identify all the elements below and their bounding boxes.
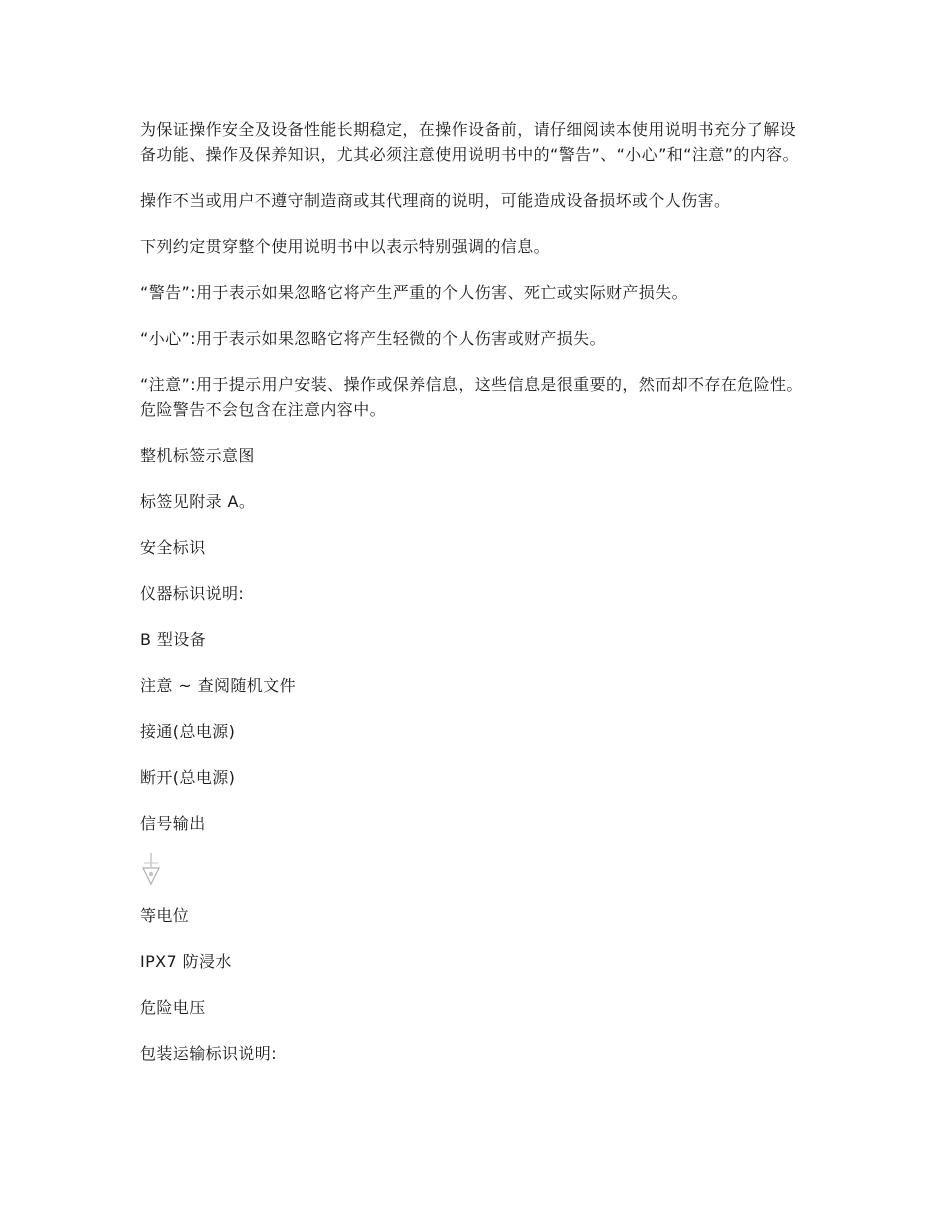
instrument-marks-heading: 仪器标识说明: (140, 584, 245, 603)
ipx7-item: IPX7 防浸水 (140, 952, 232, 971)
power-off-item: 断开(总电源) (140, 768, 236, 787)
caution-definition: “小心”:用于表示如果忽略它将产生轻微的个人伤害或财产损失。 (140, 329, 606, 348)
equipotential-item: 等电位 (140, 906, 190, 925)
dangerous-voltage-item: 危险电压 (140, 998, 206, 1017)
intro-paragraph: 为保证操作安全及设备性能长期稳定，在操作设备前，请仔细阅读本使用说明书充分了解设备功能、操作及保养知识，尤其必须注意使用说明书中的“警告”、“小心”和“注意”的内容。 (140, 120, 799, 164)
label-diagram-heading: 整机标签示意图 (140, 446, 255, 465)
misuse-warning-paragraph: 操作不当或用户不遵守制造商或其代理商的说明，可能造成设备损坏或个人伤害。 (140, 191, 731, 210)
signal-output-icon (140, 851, 164, 891)
safety-marks-heading: 安全标识 (140, 538, 206, 557)
note-definition: “注意”:用于提示用户安装、操作或保养信息，这些信息是很重要的，然而却不存在危险性。危险警告不会包含在注意内容中。 (140, 375, 803, 419)
power-on-item: 接通(总电源) (140, 722, 236, 741)
conventions-paragraph: 下列约定贯穿整个使用说明书中以表示特别强调的信息。 (140, 237, 551, 256)
warning-definition: “警告”:用于表示如果忽略它将产生严重的个人伤害、死亡或实际财产损失。 (140, 283, 688, 302)
consult-documents-item: 注意 ~ 查阅随机文件 (140, 676, 296, 695)
label-appendix-text: 标签见附录 A。 (140, 492, 256, 511)
document-page (140, 117, 810, 1087)
signal-output-item: 信号输出 (140, 814, 206, 833)
type-b-equipment-item: B 型设备 (140, 630, 207, 649)
packaging-marks-heading: 包装运输标识说明: (140, 1044, 277, 1063)
